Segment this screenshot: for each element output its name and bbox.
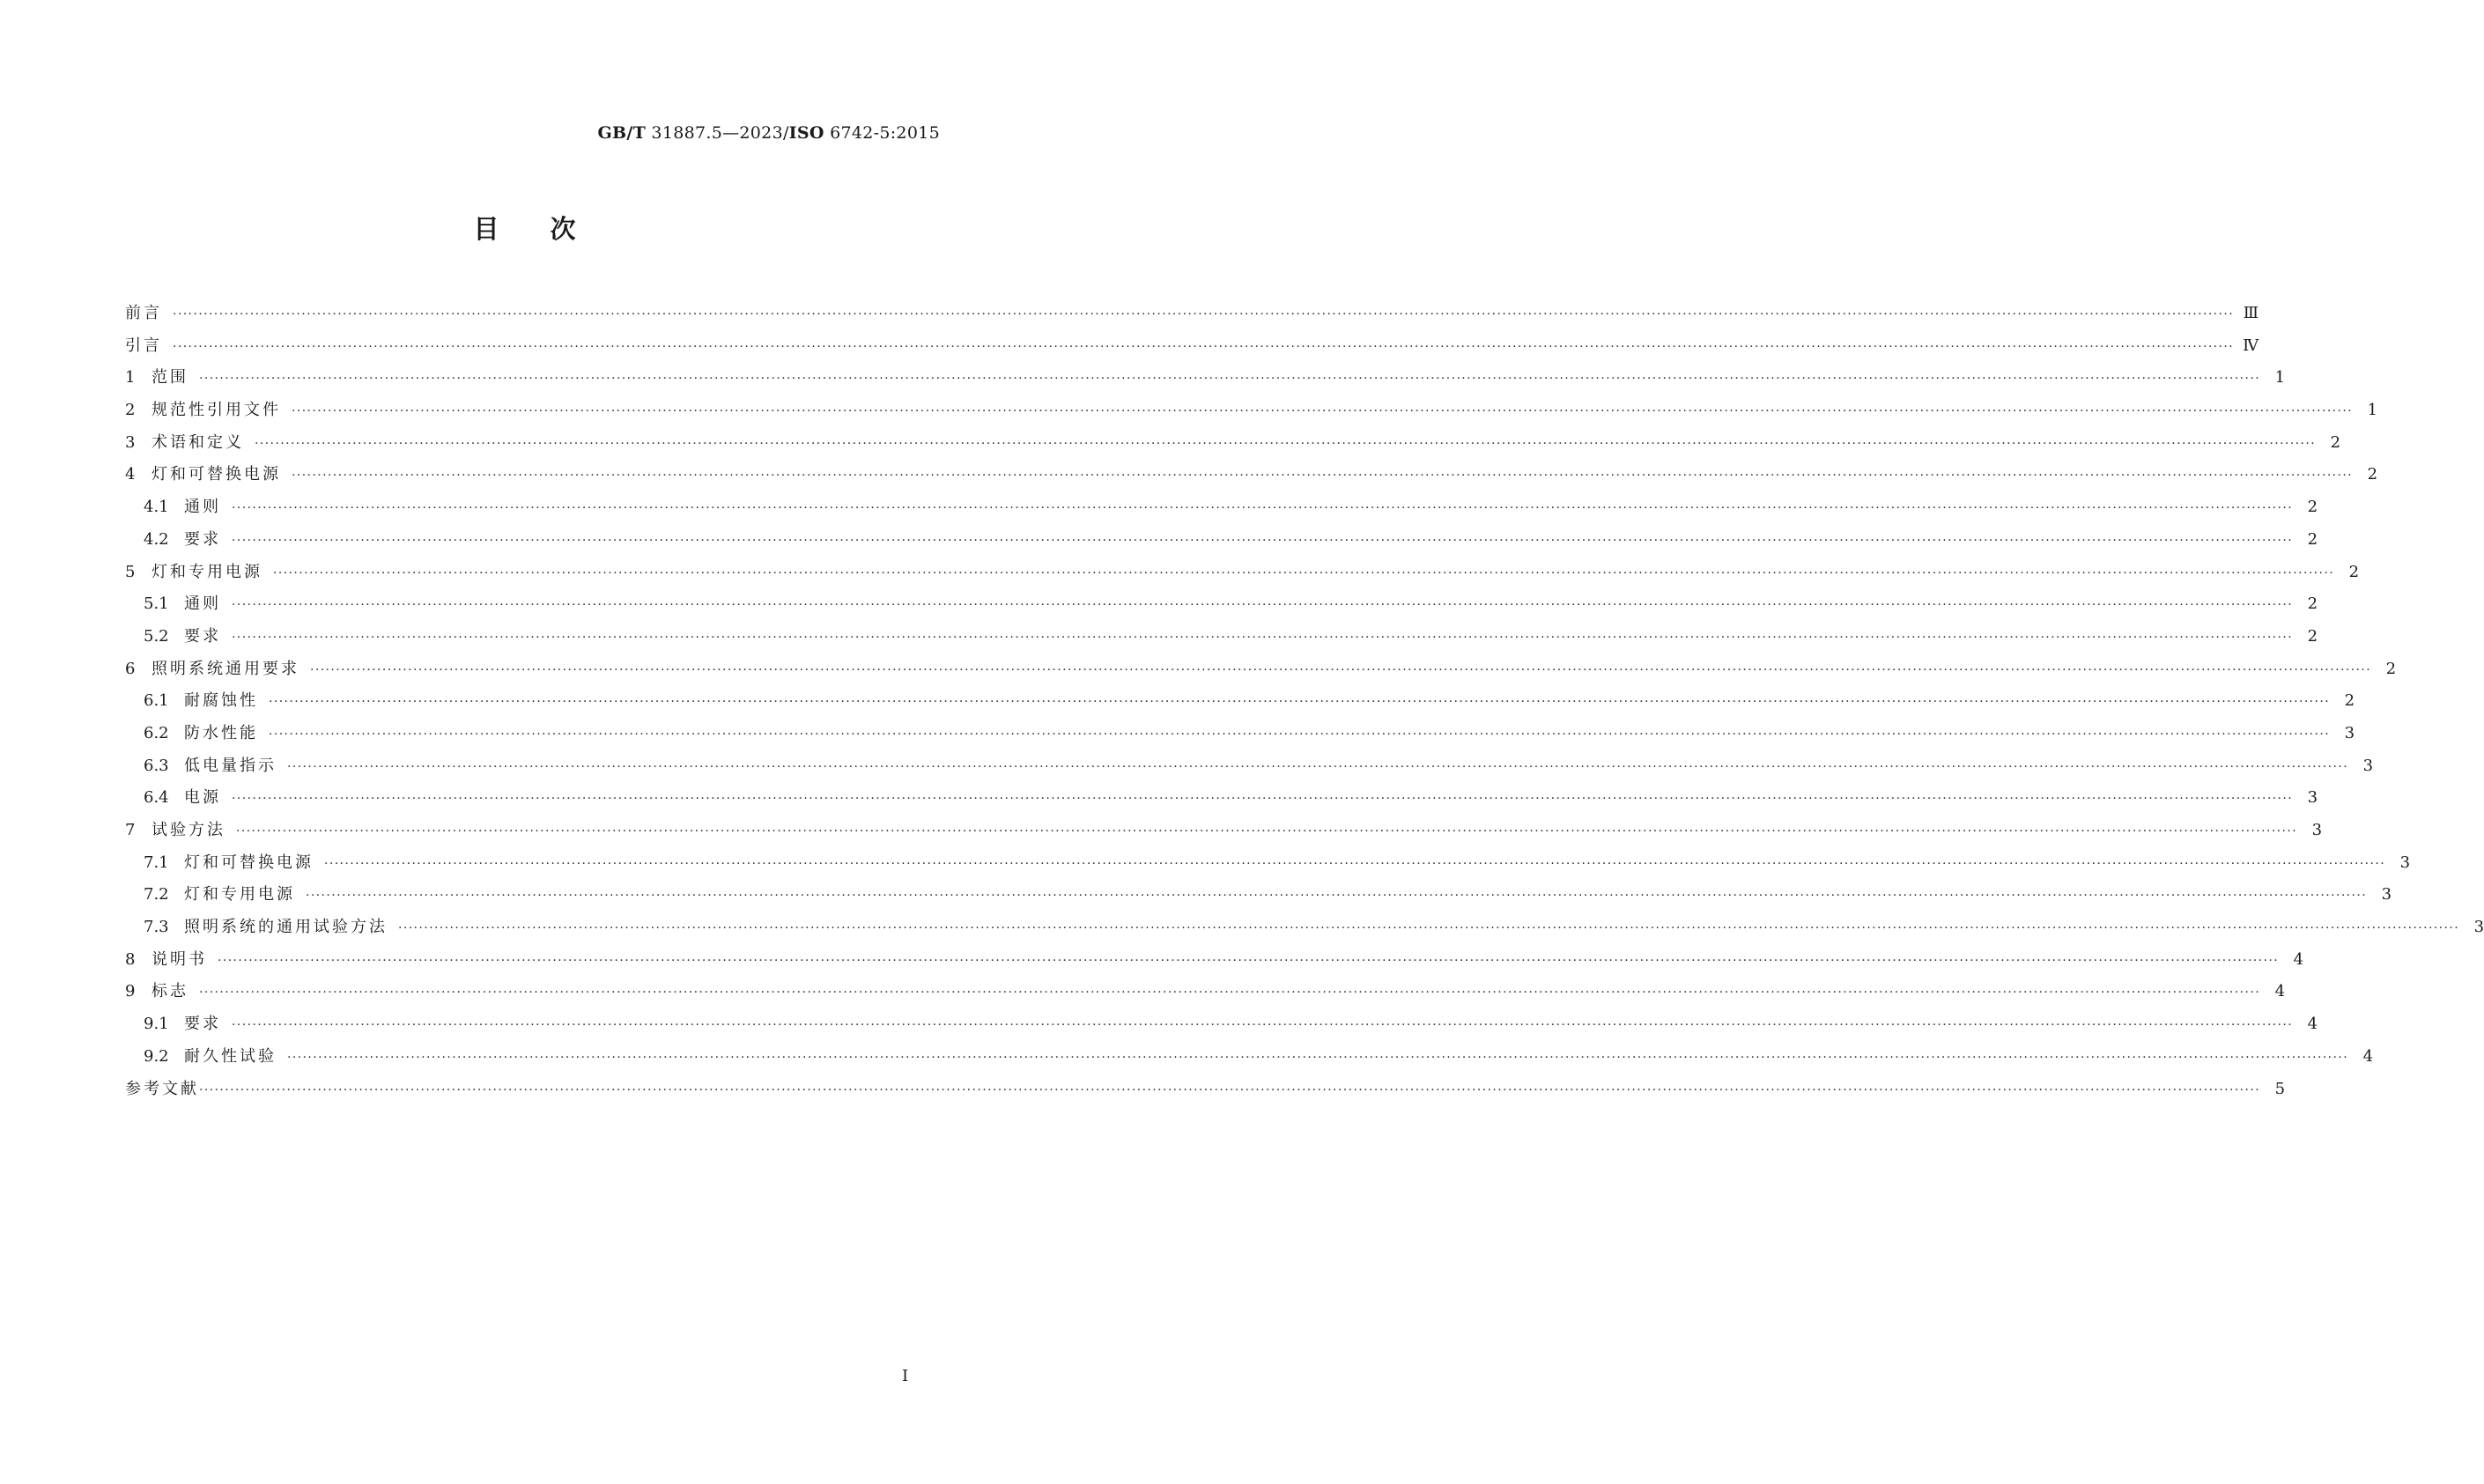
- toc-entry-number: 6.2: [144, 723, 169, 742]
- toc-entry[interactable]: [125, 1041, 2374, 1074]
- toc-entry-page: 2: [2307, 529, 2318, 549]
- toc-entry-page: 4: [2307, 1015, 2318, 1034]
- toc-entry[interactable]: [125, 1074, 2286, 1106]
- toc-entry[interactable]: [125, 588, 2318, 621]
- toc-entry-number: 7.2: [144, 885, 169, 904]
- toc-entry[interactable]: [125, 685, 2355, 718]
- toc-entry-page: 2: [2348, 562, 2360, 581]
- toc-dot-leader: ················································································································································································································································································································································································································: [199, 986, 2261, 1000]
- toc-dot-leader: ················································································································································································································································································································································································································: [324, 856, 2386, 871]
- toc-entry-page: 2: [2307, 626, 2318, 646]
- toc-entry-label: 灯和专用电源: [152, 562, 262, 581]
- toc-dot-leader: ················································································································································································································································································································································································································: [269, 695, 2331, 710]
- toc-dot-leader: ················································································································································································································································································································································································································: [232, 1018, 2294, 1033]
- toc-entry[interactable]: [125, 782, 2318, 815]
- toc-dot-leader: ················································································································································································································································································································································································································: [232, 501, 2294, 516]
- toc-dot-leader: ················································································································································································································································································································································································································: [269, 727, 2331, 742]
- toc-dot-leader: ················································································································································································································································································································································································································: [199, 372, 2261, 387]
- toc-entry[interactable]: [125, 847, 2411, 880]
- toc-entry-label: 要求: [184, 529, 221, 549]
- toc-entry-number: 6.4: [144, 788, 169, 808]
- toc-entry-number: 6.1: [144, 691, 169, 711]
- toc-entry-label: 耐腐蚀性: [184, 691, 258, 711]
- toc-entry-label: 灯和可替换电源: [184, 853, 314, 872]
- toc-entry[interactable]: [125, 395, 2378, 427]
- iso-prefix: ISO: [788, 123, 824, 143]
- toc-entry-page: 1: [2367, 401, 2378, 420]
- toc-dot-leader: ················································································································································································································································································································································································································: [232, 630, 2294, 645]
- toc-entry[interactable]: [125, 718, 2355, 750]
- toc-entry-page: 3: [2344, 723, 2355, 742]
- toc-entry[interactable]: [125, 491, 2318, 524]
- toc-entry[interactable]: [125, 524, 2318, 557]
- toc-entry-label: 术语和定义: [152, 432, 244, 452]
- toc-entry-label: 耐久性试验: [184, 1046, 277, 1066]
- toc-entry-page: 3: [2399, 853, 2411, 872]
- toc-entry-page: 3: [2381, 885, 2392, 904]
- toc-entry-number: 6: [125, 659, 136, 678]
- toc-entry-number: 4: [125, 465, 136, 484]
- toc-entry-page: 2: [2307, 594, 2318, 614]
- toc-entry[interactable]: [125, 653, 2397, 686]
- toc-entry[interactable]: [125, 362, 2286, 395]
- toc-entry[interactable]: [125, 750, 2374, 783]
- toc-entry-label: 范围: [152, 368, 189, 388]
- toc-dot-leader: ················································································································································································································································································································································································································: [292, 469, 2354, 484]
- toc-entry-page: 2: [2344, 691, 2355, 711]
- toc-entry-label: 要求: [184, 626, 221, 646]
- toc-entry-page: Ⅳ: [2243, 336, 2259, 355]
- toc-entry-label: 要求: [184, 1015, 221, 1034]
- toc-entry-page: Ⅲ: [2243, 304, 2259, 322]
- toc-entry-number: 9: [125, 982, 136, 1001]
- toc-entry-label: 标志: [152, 982, 189, 1001]
- toc-entry[interactable]: [125, 1008, 2318, 1041]
- toc-dot-leader: ················································································································································································································································································································································································································: [287, 1050, 2349, 1065]
- toc-entry-number: 2: [125, 401, 136, 420]
- toc-entry-number: 7.1: [144, 853, 169, 872]
- toc-entry-label: 试验方法: [152, 821, 225, 839]
- toc-entry-number: 8: [125, 949, 136, 969]
- toc-entry-page: 4: [2293, 949, 2304, 969]
- toc-entry-label: 电源: [184, 788, 221, 808]
- toc-entry-page: 3: [2362, 756, 2374, 775]
- toc-entry-number: 3: [125, 432, 136, 452]
- toc-entry-page: 1: [2274, 368, 2286, 388]
- toc-entry[interactable]: [125, 298, 2259, 330]
- toc-entry-label: 参考文献: [125, 1079, 199, 1098]
- toc-entry-number: 5: [125, 562, 136, 581]
- toc-entry-page: 5: [2274, 1079, 2286, 1098]
- toc-entry-number: 1: [125, 368, 136, 388]
- toc-entry-page: 4: [2362, 1046, 2374, 1066]
- toc-entry-number: 5.2: [144, 626, 169, 646]
- toc-dot-leader: ················································································································································································································································································································································································································: [273, 565, 2335, 580]
- toc-entry-number: 6.3: [144, 756, 169, 775]
- footer-page-number: Ⅰ: [902, 1367, 909, 1385]
- toc-entry-number: 7.3: [144, 918, 169, 937]
- toc-dot-leader: ················································································································································································································································································································································································································: [232, 598, 2294, 613]
- toc-entry[interactable]: [125, 944, 2304, 977]
- standard-number: [598, 123, 940, 143]
- toc-entry[interactable]: [125, 557, 2360, 589]
- toc-entry-number: 5.1: [144, 594, 169, 614]
- toc-entry-number: 4.2: [144, 529, 169, 549]
- toc-dot-leader: ················································································································································································································································································································································································································: [199, 1082, 2261, 1097]
- toc-entry-page: 3: [2307, 788, 2318, 808]
- toc-entry-number: 4.1: [144, 498, 169, 517]
- toc-dot-leader: ················································································································································································································································································································································································································: [173, 307, 2235, 321]
- toc-entry-label: 灯和可替换电源: [152, 465, 281, 484]
- toc-entry-label: 防水性能: [184, 723, 258, 742]
- toc-dot-leader: ················································································································································································································································································································································································································: [218, 953, 2280, 968]
- page-title: 目次: [473, 214, 627, 244]
- toc-entry[interactable]: [125, 427, 2341, 460]
- toc-dot-leader: ················································································································································································································································································································································································································: [173, 339, 2235, 354]
- toc-entry-number: 9.1: [144, 1015, 169, 1034]
- toc-entry[interactable]: [125, 330, 2259, 363]
- toc-dot-leader: ················································································································································································································································································································································································································: [398, 921, 2460, 936]
- toc-dot-leader: ················································································································································································································································································································································································································: [310, 662, 2372, 677]
- toc-entry-label: 低电量指示: [184, 756, 277, 775]
- toc-entry-page: 2: [2307, 498, 2318, 517]
- toc-entry-number: 9.2: [144, 1046, 169, 1066]
- toc-entry[interactable]: [125, 621, 2318, 653]
- toc-entry-page: 2: [2385, 659, 2397, 678]
- toc-entry-label: 通则: [184, 594, 221, 614]
- toc-entry-label: 说明书: [152, 949, 207, 969]
- toc-entry[interactable]: [125, 976, 2286, 1008]
- toc-entry-page: 3: [2311, 821, 2323, 839]
- toc-entry[interactable]: [125, 912, 2484, 944]
- toc-entry-label: 通则: [184, 498, 221, 517]
- toc-dot-leader: ················································································································································································································································································································································································································: [255, 436, 2317, 451]
- standard-code: 31887.5—2023/: [646, 123, 789, 143]
- toc-entry-page: 2: [2330, 432, 2341, 452]
- toc-entry-page: 4: [2274, 982, 2286, 1001]
- standard-prefix: GB/T: [597, 123, 647, 143]
- toc-entry[interactable]: [125, 879, 2392, 912]
- toc-dot-leader: ················································································································································································································································································································································································································: [232, 792, 2294, 807]
- toc-dot-leader: ················································································································································································································································································································································································································: [236, 824, 2298, 838]
- toc-entry[interactable]: [125, 815, 2323, 847]
- iso-code: 6742-5:2015: [824, 123, 940, 143]
- toc-dot-leader: ················································································································································································································································································································································································································: [306, 889, 2368, 904]
- toc-entry[interactable]: [125, 459, 2378, 491]
- toc-entry-page: 3: [2473, 918, 2484, 937]
- toc-entry-label: 引言: [125, 336, 162, 355]
- toc-entry-label: 规范性引用文件: [152, 401, 281, 420]
- toc-entry-label: 前言: [125, 304, 162, 322]
- toc-dot-leader: ················································································································································································································································································································································································································: [292, 404, 2354, 419]
- toc-dot-leader: ················································································································································································································································································································································································································: [287, 759, 2349, 774]
- toc-dot-leader: ················································································································································································································································································································································································································: [232, 533, 2294, 548]
- toc-entry-number: 7: [125, 821, 136, 839]
- toc-entry-label: 灯和专用电源: [184, 885, 295, 904]
- toc-entry-label: 照明系统的通用试验方法: [184, 918, 388, 937]
- toc-entry-page: 2: [2367, 465, 2378, 484]
- toc-entry-label: 照明系统通用要求: [152, 659, 299, 678]
- table-of-contents: [125, 298, 2484, 1105]
